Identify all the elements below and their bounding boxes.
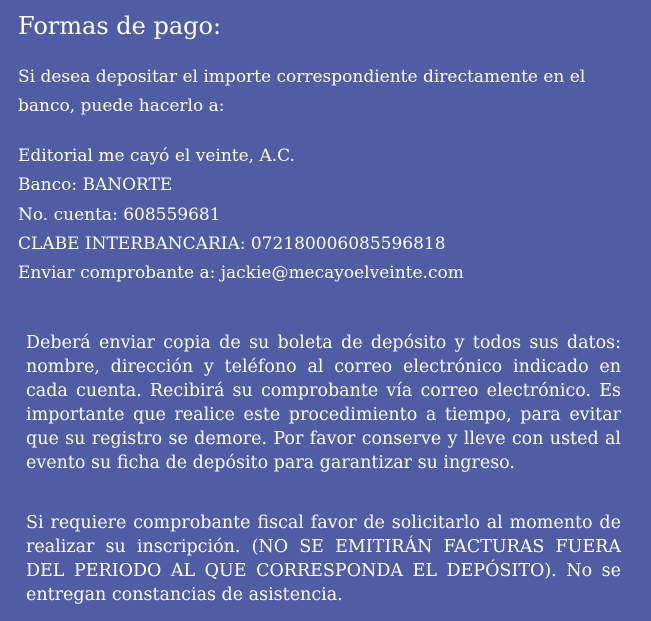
clabe-line: CLABE INTERBANCARIA: 072180006085596818 bbox=[18, 233, 446, 254]
bank-name-line: Banco: BANORTE bbox=[18, 175, 173, 196]
account-holder-line: Editorial me cayó el veinte, A.C. bbox=[18, 146, 295, 166]
bank-account-details bbox=[18, 142, 464, 288]
page-title: Formas de pago: bbox=[18, 12, 222, 40]
send-receipt-email-line[interactable]: Enviar comprobante a: jackie@mecayoelveinte.com bbox=[18, 263, 464, 284]
invoice-notice-paragraph: Si requiere comprobante fiscal favor de solicitarlo al momento de realizar su inscripción. (NO SE EMITIRÁN FACTURAS FUERA DEL PERIODO AL QUE CORRESPONDA EL DEPÓSITO). No se entregan constancias de asistencia. bbox=[26, 513, 621, 605]
intro-paragraph: Si desea depositar el importe correspondiente directamente en el banco, puede hacerlo a: bbox=[18, 67, 586, 116]
deposit-instructions-paragraph: Deberá enviar copia de su boleta de depósito y todos sus datos: nombre, dirección y teléfono al correo electrónico indicado en cada cuenta. Recibirá su comprobante vía correo electrónico. Es importante que realice este procedimiento a tiempo, para evitar que su registro se demore. Por favor conserve y lleve con usted al evento su ficha de depósito para garantizar su ingreso. bbox=[26, 333, 621, 473]
account-number-line: No. cuenta: 608559681 bbox=[18, 204, 221, 225]
